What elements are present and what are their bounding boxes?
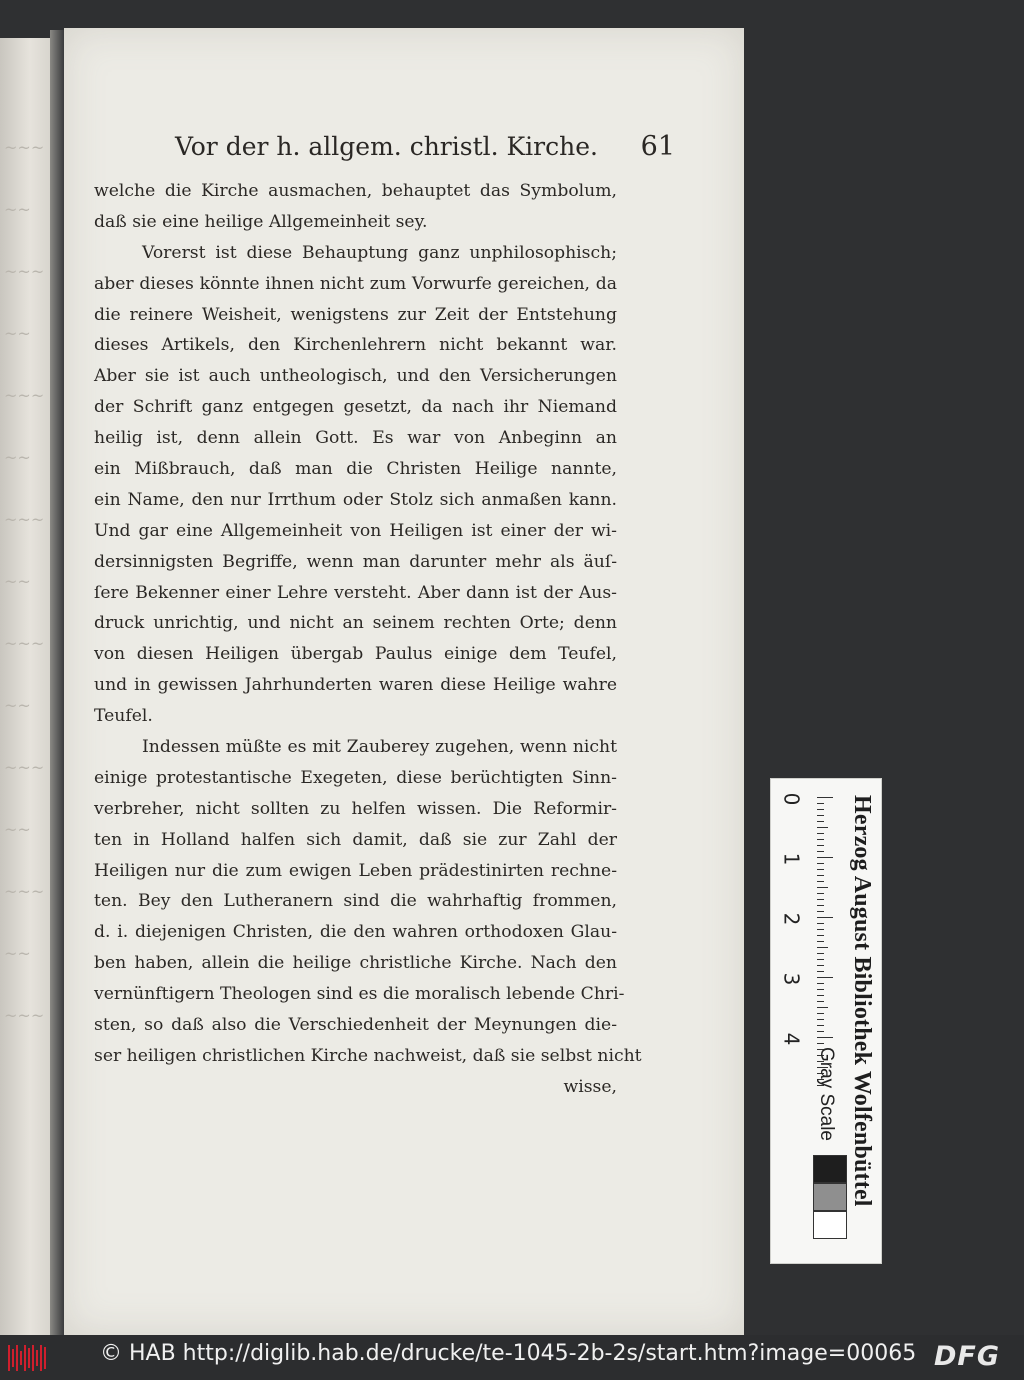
body-text [94,176,642,1103]
ruler-tick [817,881,824,882]
ruler-tick [817,953,824,954]
ruler-tick [817,941,824,942]
text-line: ein Name, den nur Irrthum oder Stolz sich anmaßen kann. [94,489,617,510]
ruler-number: 0 [779,792,804,806]
ruler-number: 1 [779,852,804,866]
ruler-tick [817,911,824,912]
text-line: der Schrift ganz entgegen gesetzt, da nach ihr Niemand [94,397,617,418]
ruler-tick [817,989,824,990]
institution-name: Herzog August Bibliothek Wolfenbüttel [849,795,875,1207]
text-line: ben haben, allein die heilige christliche Kirche. Nach den [94,953,617,974]
ruler-tick [817,905,824,906]
text-line: dieses Artikels, den Kirchenlehrern nicht bekannt war. [94,335,617,356]
gray-swatches [813,1155,849,1239]
ruler-number: 3 [779,972,804,986]
text-line: Teufel. [94,706,153,727]
ruler-tick [817,977,833,978]
ruler-tick [817,857,833,858]
catchword: wisse, [563,1076,617,1097]
text-line: Und gar eine Allgemeinheit von Heiligen ist einer der wi- [94,520,617,541]
ruler-tick [817,845,824,846]
ruler-tick [817,1007,828,1008]
ruler-tick [817,839,824,840]
ruler-tick [817,1025,824,1026]
ruler-tick [817,851,824,852]
hab-logo-icon [8,1345,48,1371]
ruler-tick [817,965,824,966]
running-header [175,131,675,171]
ruler-tick [817,935,824,936]
text-line: ſere Bekenner einer Lehre versteht. Aber dann ist der Aus- [94,582,617,603]
text-line: heilig ist, denn allein Gott. Es war von Anbeginn an [94,428,617,449]
ruler-tick [817,1001,824,1002]
ruler-tick [817,917,833,918]
ruler-tick [817,899,824,900]
text-line: vernünftigern Theologen sind es die moralisch lebende Chri- [94,984,625,1005]
ruler-tick [817,893,824,894]
book-page [64,28,744,1335]
ruler-tick [817,1013,824,1014]
previous-page-bleed: ~~~ ~~ ~~~ ~~ ~~~ ~~ ~~~ ~~ ~~~ ~~ ~~~ ~~ ~~~ ~~ ~~~ [4,138,44,1025]
text-line: Heiligen nur die zum ewigen Leben prädestinirten rechne- [94,860,617,881]
ruler-tick [817,929,824,930]
text-line: ser heiligen christlichen Kirche nachweist, daß sie selbst nicht [94,1045,642,1066]
ruler-tick [817,863,824,864]
ruler-tick [817,1037,833,1038]
gray-scale-label: Gray Scale [816,1047,837,1141]
text-line: Indessen müßte es mit Zauberey zugehen, wenn nicht [142,737,617,758]
text-line: ten in Holland halfen sich damit, daß sie zur Zahl der [94,829,617,850]
text-line: dersinnigsten Begriffe, wenn man darunter mehr als äuſ- [94,551,617,572]
text-line: ten. Bey den Lutheranern sind die wahrhaftig frommen, [94,891,617,912]
text-line: einige protestantische Exegeten, diese berüchtigten Sinn- [94,767,617,788]
ruler-tick [817,869,824,870]
text-line: von diesen Heiligen übergab Paulus einige dem Teufel, [94,644,617,665]
ruler-tick [817,809,824,810]
ruler-tick [817,827,828,828]
dfg-logo: DFG [934,1341,1001,1372]
ruler-tick [817,815,824,816]
ruler-number: 4 [779,1032,804,1046]
ruler-tick [817,1043,824,1044]
ruler-number: 2 [779,912,804,926]
copyright-link[interactable]: © HAB http://diglib.hab.de/drucke/te-1045-2b-2s/start.htm?image=00065 [100,1341,917,1366]
swatch-gray [813,1183,847,1211]
ruler-tick [817,947,828,948]
book-gutter [50,30,64,1335]
ruler-tick [817,995,824,996]
text-line: die reinere Weisheit, wenigstens zur Zeit der Entstehung [94,304,617,325]
text-line: Aber sie ist auch untheologisch, und den Versicherungen [94,366,617,387]
ruler-tick [817,971,824,972]
color-calibration-bar [770,778,882,1264]
cm-ruler [771,779,833,1079]
ruler-tick [817,959,824,960]
text-line: und in gewissen Jahrhunderten waren diese Heilige wahre [94,675,617,696]
ruler-tick [817,983,824,984]
text-line: welche die Kirche ausmachen, behauptet das Symbolum, [94,181,617,201]
text-line: daß sie eine heilige Allgemeinheit sey. [94,211,428,232]
running-title: Vor der h. allgem. christl. Kirche. [175,132,598,161]
previous-page-strip [0,38,50,1335]
swatch-black [813,1155,847,1183]
viewer-footer [0,1335,1024,1380]
page-number: 61 [640,131,675,162]
text-line: ein Mißbrauch, daß man die Christen Heilige nannte, [94,459,617,480]
text-line: sten, so daß also die Verschiedenheit der Meynungen die- [94,1015,617,1036]
ruler-tick [817,833,824,834]
text-line: d. i. diejenigen Christen, die den wahren orthodoxen Glau- [94,922,617,943]
text-line: druck unrichtig, und nicht an seinem rechten Orte; denn [94,613,617,634]
ruler-tick [817,887,828,888]
ruler-tick [817,923,824,924]
ruler-tick [817,821,824,822]
ruler-tick [817,803,824,804]
text-line: Vorerst ist diese Behauptung ganz unphilosophisch; [142,242,617,263]
text-line: verbreher, nicht sollten zu helfen wissen. Die Reformir- [94,798,617,819]
ruler-tick [817,1031,824,1032]
text-line: aber dieses könnte ihnen nicht zum Vorwurfe gereichen, da [94,273,617,294]
ruler-tick [817,1019,824,1020]
swatch-white [813,1211,847,1239]
ruler-tick [817,797,833,798]
ruler-tick [817,875,824,876]
